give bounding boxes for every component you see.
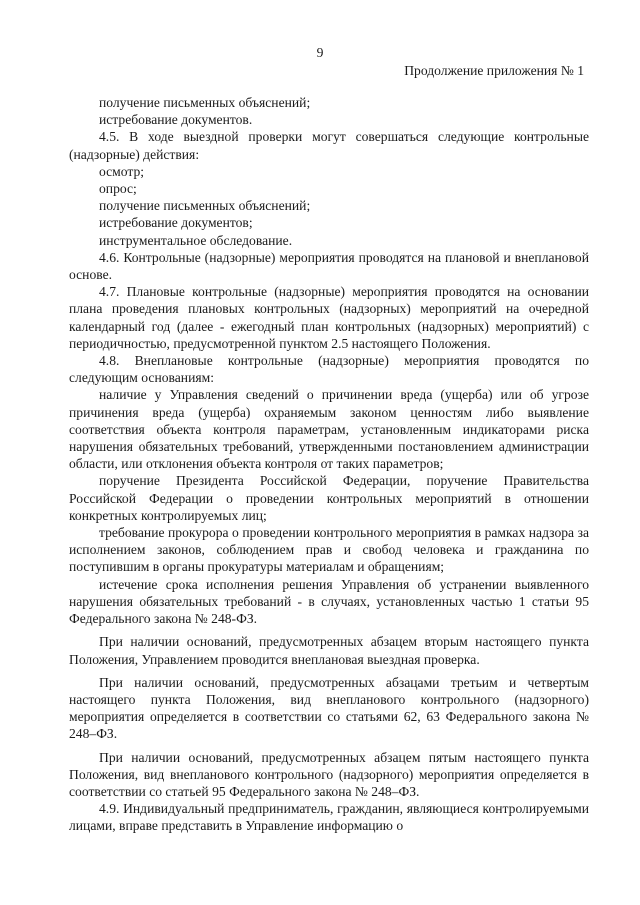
document-body	[69, 94, 589, 835]
paragraph-3: 4.5. В ходе выездной проверки могут совершаться следующие контрольные (надзорные) действия:	[69, 129, 589, 162]
paragraph-10: 4.7. Плановые контрольные (надзорные) мероприятия проводятся на основании плана проведения плановых контрольных (надзорных) мероприятий на очередной календарный год (далее - ежегодный план контрольных (надзорных) мероприятий) с периодичностью, предусмотренной пунктом 2.5 настоящего Положения.	[69, 284, 589, 351]
paragraph-17: При наличии оснований, предусмотренных абзацами третьим и четвертым настоящего пункта Положения, вид внепланового контрольного (надзорного) мероприятия определяется в соответствии со статьями 62, 63 Федерального закона № 248–ФЗ.	[69, 674, 589, 742]
paragraph-11: 4.8. Внеплановые контрольные (надзорные) мероприятия проводятся по следующим основаниям:	[69, 353, 589, 386]
paragraph-9: 4.6. Контрольные (надзорные) мероприятия проводятся на плановой и внеплановой основе.	[69, 249, 589, 283]
paragraph-4: осмотр;	[99, 163, 145, 179]
paragraph-16: При наличии оснований, предусмотренных абзацем вторым настоящего пункта Положения, Управлением проводится внеплановая выездная проверка.	[69, 634, 589, 667]
paragraph-5: опрос;	[99, 181, 137, 197]
paragraph-18: При наличии оснований, предусмотренных абзацем пятым настоящего пункта Положения, вид внепланового контрольного (надзорного) мероприятия определяется в соответствии со статьей 95 Федерального закона № 248–ФЗ.	[69, 749, 589, 799]
paragraph-6: получение письменных объяснений;	[99, 198, 311, 214]
paragraph-19: 4.9. Индивидуальный предприниматель, гражданин, являющиеся контролируемыми лицами, вправе представить в Управление информацию о	[69, 801, 589, 834]
paragraph-13: поручение Президента Российской Федерации, поручение Правительства Российской Федерации о проведении контрольных мероприятий в отношении конкретных контролируемых лиц;	[69, 473, 589, 523]
paragraph-1: получение письменных объяснений;	[99, 95, 311, 110]
paragraph-7: истребование документов;	[99, 215, 253, 231]
continuation-header: Продолжение приложения № 1	[404, 63, 584, 78]
paragraph-2: истребование документов.	[99, 112, 253, 128]
paragraph-12: наличие у Управления сведений о причинении вреда (ущерба) или об угрозе причинения вреда (ущерба) охраняемым законом ценностям либо выявление соответствия объекта контроля параметрам, установленным индикаторами риска нарушения обязательных требований, утвержденными постановлением администрации области, или отклонения объекта контроля от таких параметров;	[69, 387, 589, 472]
paragraph-8: инструментальное обследование.	[99, 232, 293, 248]
paragraph-15: истечение срока исполнения решения Управления об устранении выявленного нарушения обязательных требований - в случаях, установленных частью 1 статьи 95 Федерального закона № 248-ФЗ.	[69, 576, 589, 627]
paragraph-14: требование прокурора о проведении контрольного мероприятия в рамках надзора за исполнением законов, соблюдением прав и свобод человека и гражданина по поступившим в органы прокуратуры материалам и обращениям;	[69, 525, 589, 575]
page-number: 9	[316, 45, 324, 60]
